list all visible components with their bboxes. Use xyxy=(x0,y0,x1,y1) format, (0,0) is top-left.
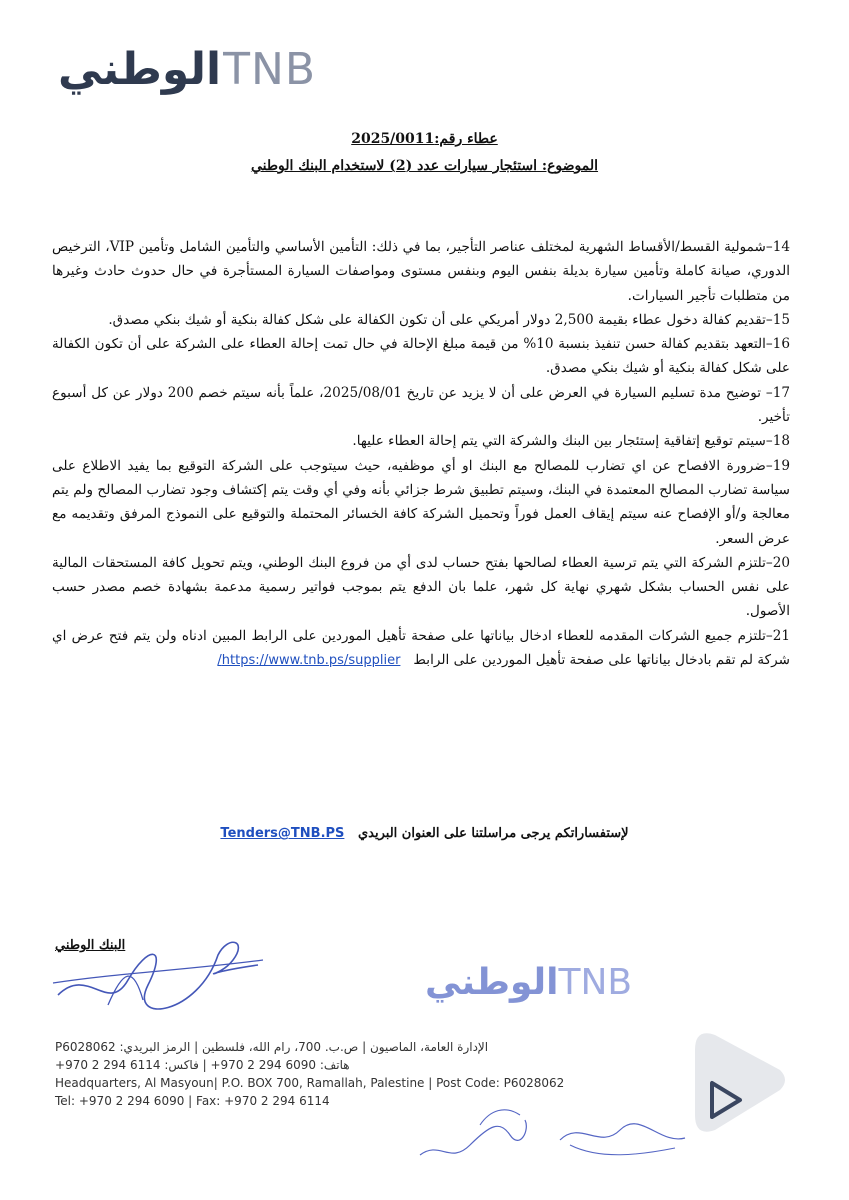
footer-address-english: Headquarters, Al Masyoun| P.O. BOX 700, Ramallah, Palestine | Post Code: P6028062 xyxy=(55,1076,565,1090)
footer-phone-english: Tel: +970 2 294 6090 | Fax: +970 2 294 6114 xyxy=(55,1094,330,1108)
footer-phone-arabic: هاتف: 6090 294 2 970+ | فاكس: 6114 294 2 970+ xyxy=(55,1058,350,1072)
clause-21-text: 21–تلتزم جميع الشركات المقدمه للعطاء ادخال بياناتها على صفحة تأهيل الموردين على الرابط المبين ادناه ولن يتم فتح عرض اي شركة لم تقم بادخال بياناتها على صفحة تأهيل الموردين على الرابط xyxy=(52,627,790,669)
clause-15: 15–تقديم كفالة دخول عطاء بقيمة 2,500 دولار أمريكي على أن تكون الكفالة على شكل كفالة بنكية أو شيك بنكي مصدق. xyxy=(108,311,790,328)
contact-line xyxy=(0,826,849,841)
clause-21 xyxy=(52,624,790,674)
contact-text: لإستفساراتكم يرجى مراسلتنا على العنوان البريدي xyxy=(358,826,629,841)
clause-19: 19–ضرورة الافصاح عن اي تضارب للمصالح مع البنك او أي موظفيه، حيث سيتوجب على الشركة التوقيع بما يفيد الاطلاع على سياسة تضارب المصالح المعتمدة في البنك، وسيتم تطبيق شرط جزائي بأنه وفي أي وقت يتم إكتشاف وجود تضارب المصالح ولم يتم معالجة و/أو الإفصاح عنه سيتم إيقاف العمل فوراً وتحميل الشركة كافة الخسائر المحتملة والتوقيع على النموذج المرفق وتقديمه مع عرض السعر. xyxy=(52,457,790,547)
bank-stamp xyxy=(425,948,655,1018)
contact-email-link[interactable]: Tenders@TNB.PS xyxy=(220,826,345,841)
clause-18: 18–سيتم توقيع إتفاقية إستئجار بين البنك والشركة التي يتم إحالة العطاء عليها. xyxy=(352,433,790,450)
tender-number: عطاء رقم:2025/0011 xyxy=(351,131,498,147)
footer-address-arabic: الإدارة العامة، الماصيون | ص.ب. 700، رام الله، فلسطين | الرمز البريدي: P6028062 xyxy=(55,1040,489,1054)
handwritten-signature xyxy=(48,925,268,1020)
subject-line: الموضوع: استئجار سيارات عدد (2) لاستخدام البنك الوطني xyxy=(250,158,599,174)
logo-english-name: TNB xyxy=(223,44,317,95)
bottom-initials xyxy=(410,1100,700,1175)
signature-label: البنك الوطني xyxy=(55,938,126,953)
clause-14: 14–شمولية القسط/الأقساط الشهرية لمختلف عناصر التأجير، بما في ذلك: التأمين الأساسي والتأمين الشامل وتأمين VIP، الترخيص الدوري، صيانة كاملة وتأمين سيارة بديلة بنفس اليوم وبنفس مستوى ومواصفات السيارة المستأجرة في حال حدوث حادث وغيرها من متطلبات تأجير السيارات. xyxy=(52,239,791,304)
clause-20: 20–تلتزم الشركة التي يتم ترسية العطاء لصالحها بفتح حساب لدى أي من فروع البنك الوطني، ويتم تحويل كافة المستحقات المالية على نفس الحساب بشكل شهري نهاية كل شهر، علما بان الدفع يتم بموجب فواتير رسمية مدعمة بشهادة خصم مصدر حسب الأصول. xyxy=(52,554,790,620)
clause-17: 17– توضيح مدة تسليم السيارة في العرض على أن لا يزيد عن تاريخ 2025/08/01، علماً بأنه سيتم خصم 200 دولار عن كل أسبوع تأخير. xyxy=(52,384,790,426)
clause-16: 16–التعهد بتقديم كفالة حسن تنفيذ بنسبة 10% من قيمة مبلغ الإحالة في حال تمت إحالة العطاء على الشركة على أن تكون الكفالة على شكل كفالة بنكية أو شيك بنكي مصدق. xyxy=(52,336,790,377)
clauses-body xyxy=(52,235,790,673)
stamp-english-name: TNB xyxy=(558,962,633,1003)
bank-logo xyxy=(58,40,328,100)
stamp-arabic-name: الوطني xyxy=(425,962,559,1003)
play-icon xyxy=(690,1025,790,1140)
supplier-link[interactable]: https://www.tnb.ps/supplier/ xyxy=(217,653,401,669)
logo-arabic-name: الوطني xyxy=(58,44,222,95)
